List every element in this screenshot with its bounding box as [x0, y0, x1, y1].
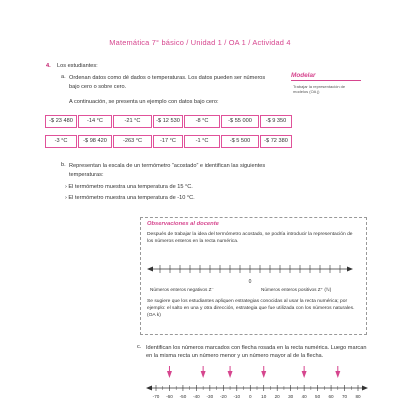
table-cell: -$ 98 420 — [78, 135, 112, 148]
left-arrow-icon — [147, 267, 153, 272]
item-b-text: Representan la escala de un termómetro “acostado” e identifican las siguientes temperaturas: — [69, 163, 266, 178]
table-cell: -8 °C — [184, 115, 220, 128]
table-cell: -3 °C — [45, 135, 77, 148]
item-b-label: b. — [61, 162, 66, 168]
sidebar-divider — [291, 80, 361, 81]
table-cell: -17 °C — [153, 135, 183, 148]
number-line-label: 0 — [248, 394, 252, 399]
teacher-notes-paragraph-1: Después de trabajar la idea del termómetro acostado, se podría introducir la representación de los números enteros en la recta numérica. — [147, 232, 353, 244]
number-line-label: -20 — [220, 394, 227, 399]
item-c-label: c. — [137, 344, 142, 350]
item-c-text: Identifican los números marcados con flecha rosada en la recta numérica. Luego marcan en la misma recta un número menor y un número mayor al de la flecha. — [146, 345, 367, 359]
number-line-label: 30 — [288, 394, 294, 399]
pink-arrow-icon — [167, 371, 172, 378]
pink-arrow-icon — [201, 371, 206, 378]
right-arrow-icon — [347, 267, 353, 272]
number-line-label: -40 — [193, 394, 200, 399]
data-table-row-1 — [45, 115, 293, 128]
table-cell: -14 °C — [78, 115, 112, 128]
data-table-row-2 — [45, 135, 293, 148]
item-a-label: a. — [61, 74, 66, 80]
number-line-label: -50 — [179, 394, 187, 399]
pink-arrow-icon — [302, 371, 307, 378]
pink-arrow-icon — [261, 371, 266, 378]
left-arrow-icon — [146, 386, 152, 391]
item-a-text: Ordenan datos como dé dados o temperaturas. Los datos pueden ser números bajo cero o sobre cero. — [69, 75, 266, 90]
zero-label: 0 — [248, 279, 252, 285]
number-line-label: -30 — [206, 394, 214, 399]
item-a-continuation: A continuación, se presenta un ejemplo con datos bajo cero: — [69, 99, 219, 105]
table-cell: -1 °C — [184, 135, 220, 148]
page-title: Matemática 7° básico / Unidad 1 / OA 1 / Actividad 4 — [109, 38, 291, 47]
number-line-label: 10 — [261, 394, 267, 399]
positive-integers-label: Números enteros positivos Z⁺ (ℕ) — [261, 287, 332, 292]
right-arrow-icon — [362, 386, 368, 391]
question-intro: Los estudiantes: — [57, 63, 98, 69]
table-cell: -263 °C — [113, 135, 152, 148]
pink-arrows — [167, 366, 340, 378]
table-cell: -$ 23 480 — [45, 115, 77, 128]
pink-arrow-icon — [228, 371, 233, 378]
table-cell: -$ 12 530 — [153, 115, 183, 128]
table-cell: -$ 55 000 — [221, 115, 259, 128]
number-line-label: 40 — [301, 394, 307, 399]
number-line-label: 50 — [315, 394, 321, 399]
item-b-bullet-1: › El termómetro muestra una temperatura de 15 °C. — [65, 184, 193, 190]
sidebar-text: Trabajar la representación de modelos (OA j) — [293, 84, 346, 95]
teacher-notes-title: Observaciones al docente — [147, 221, 219, 227]
number-line-label: -10 — [233, 394, 241, 399]
pink-arrow-icon — [335, 371, 340, 378]
number-line-label: -70 — [152, 394, 160, 399]
table-cell: -$ 72 380 — [260, 135, 292, 148]
number-line-label: 60 — [328, 394, 334, 399]
question-number: 4. — [46, 63, 51, 69]
integer-number-line — [145, 255, 355, 287]
number-line-label: 70 — [341, 394, 348, 399]
item-b-bullet-2: › El termómetro muestra una temperatura de -10 °C. — [65, 195, 195, 201]
number-line-label: 80 — [355, 394, 361, 399]
sidebar-heading: Modelar — [291, 72, 316, 79]
table-cell: -$ 5 500 — [221, 135, 259, 148]
teacher-notes-paragraph-2: Se sugiere que los estudiantes apliquen estrategias conocidas al usar la recta numérica; por ejemplo: el salto en una y otra dirección, estrategia que fue utilizada con los números naturales. (OA k) — [147, 299, 355, 318]
number-line-label: -60 — [166, 394, 173, 399]
number-line-label: 20 — [274, 394, 280, 399]
table-cell: -21 °C — [113, 115, 152, 128]
table-cell: -$ 9 350 — [260, 115, 292, 128]
number-line-ticks-and-labels — [153, 385, 361, 399]
exercise-number-line — [144, 366, 370, 400]
negative-integers-label: Números enteros negativos Z⁻ — [150, 287, 214, 292]
